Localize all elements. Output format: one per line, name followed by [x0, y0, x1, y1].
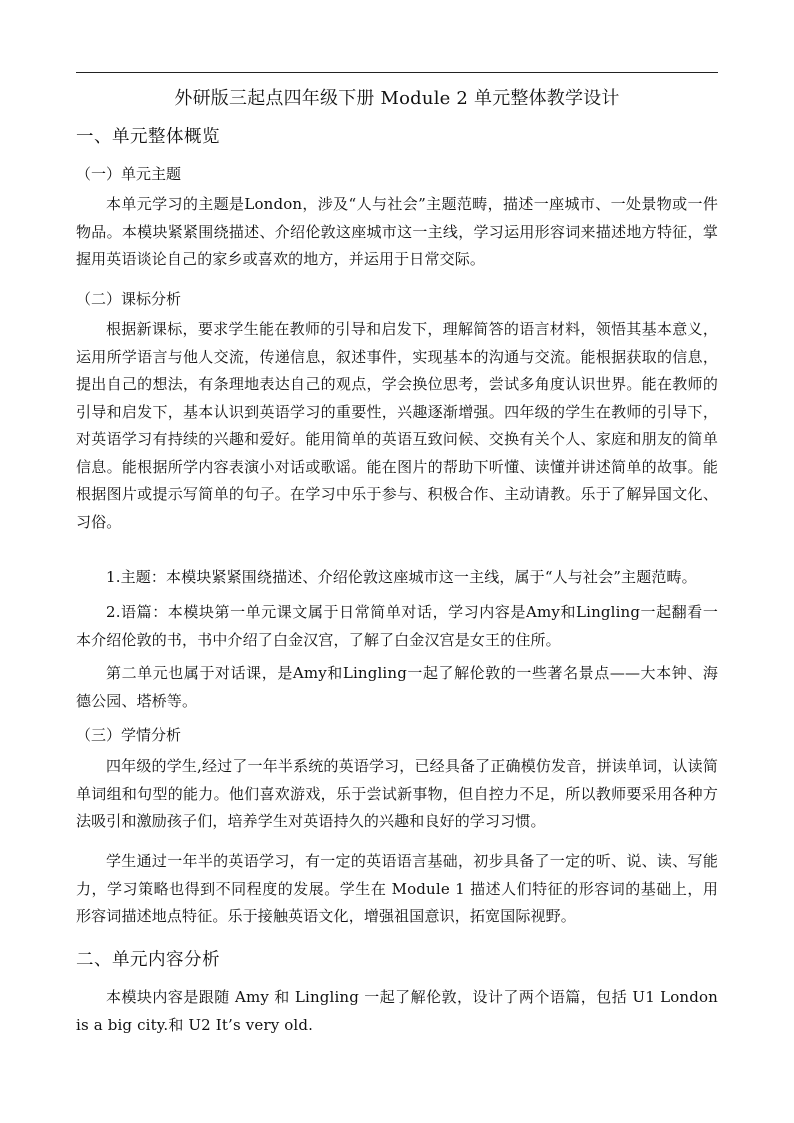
- theme-paragraph: 本单元学习的主题是London，涉及“人与社会”主题范畴，描述一座城市、一处景物或一件物品。本模块紧紧围绕描述、介绍伦敦这座城市这一主线，学习运用形容词来描述地方特征，掌握用英语谈论自己的家乡或喜欢的地方，并运用于日常交际。: [76, 195, 718, 268]
- curriculum-point-text: 2.语篇：本模块第一单元课文属于日常简单对话，学习内容是Amy和Lingling一起翻看一本介绍伦敦的书，书中介绍了白金汉宫，了解了白金汉宫是女王的住所。: [76, 603, 718, 649]
- learner-paragraph-2: 学生通过一年半的英语学习，有一定的英语语言基础，初步具备了一定的听、说、读、写能力，学习策略也得到不同程度的发展。学生在 Module 1 描述人们特征的形容词的基础上，用形容词描述地点特征。乐于接触英语文化，增强祖国意识，拓宽国际视野。: [76, 852, 718, 925]
- subsection-theme-heading: （一）单元主题: [76, 165, 182, 183]
- section-1-heading: 一、单元整体概览: [76, 127, 220, 147]
- subsection-learner-heading: （三）学情分析: [76, 726, 182, 744]
- document-title: 外研版三起点四年级下册 Module 2 单元整体教学设计: [174, 88, 620, 109]
- section-2-heading: 二、单元内容分析: [76, 950, 220, 970]
- curriculum-point-theme: 1.主题：本模块紧紧围绕描述、介绍伦敦这座城市这一主线，属于“人与社会”主题范畴。: [106, 568, 697, 586]
- learner-paragraph-1: 四年级的学生,经过了一年半系统的英语学习，已经具备了正确模仿发音，拼读单词，认读简单词组和句型的能力。他们喜欢游戏，乐于尝试新事物，但自控力不足，所以教师要采用各种方法吸引和激励孩子们，培养学生对英语持久的兴趣和良好的学习习惯。: [76, 757, 718, 830]
- curriculum-paragraph: 根据新课标，要求学生能在教师的引导和启发下，理解简答的语言材料，领悟其基本意义，运用所学语言与他人交流，传递信息，叙述事件，实现基本的沟通与交流。能根据获取的信息，提出自己的想法，有条理地表达自己的观点，学会换位思考，尝试多角度认识世界。能在教师的引导和启发下，基本认识到英语学习的重要性，兴趣逐渐增强。四年级的学生在教师的引导下，对英语学习有持续的兴趣和爱好。能用简单的英语互致问候、交换有关个人、家庭和朋友的简单信息。能根据所学内容表演小对话或歌谣。能在图片的帮助下听懂、读懂并讲述简单的故事。能根据图片或提示写简单的句子。在学习中乐于参与、积极合作、主动请教。乐于了解异国文化、习俗。: [76, 320, 718, 531]
- header-rule: [76, 72, 718, 73]
- curriculum-unit2-paragraph: 第二单元也属于对话课，是Amy和Lingling一起了解伦敦的一些著名景点——大本钟、海德公园、塔桥等。: [76, 664, 718, 710]
- subsection-curriculum-heading: （二）课标分析: [76, 290, 182, 308]
- content-analysis-paragraph: 本模块内容是跟随 Amy 和 Lingling 一起了解伦敦，设计了两个语篇，包括 U1 London is a big city.和 U2 It’s very old.: [76, 988, 718, 1034]
